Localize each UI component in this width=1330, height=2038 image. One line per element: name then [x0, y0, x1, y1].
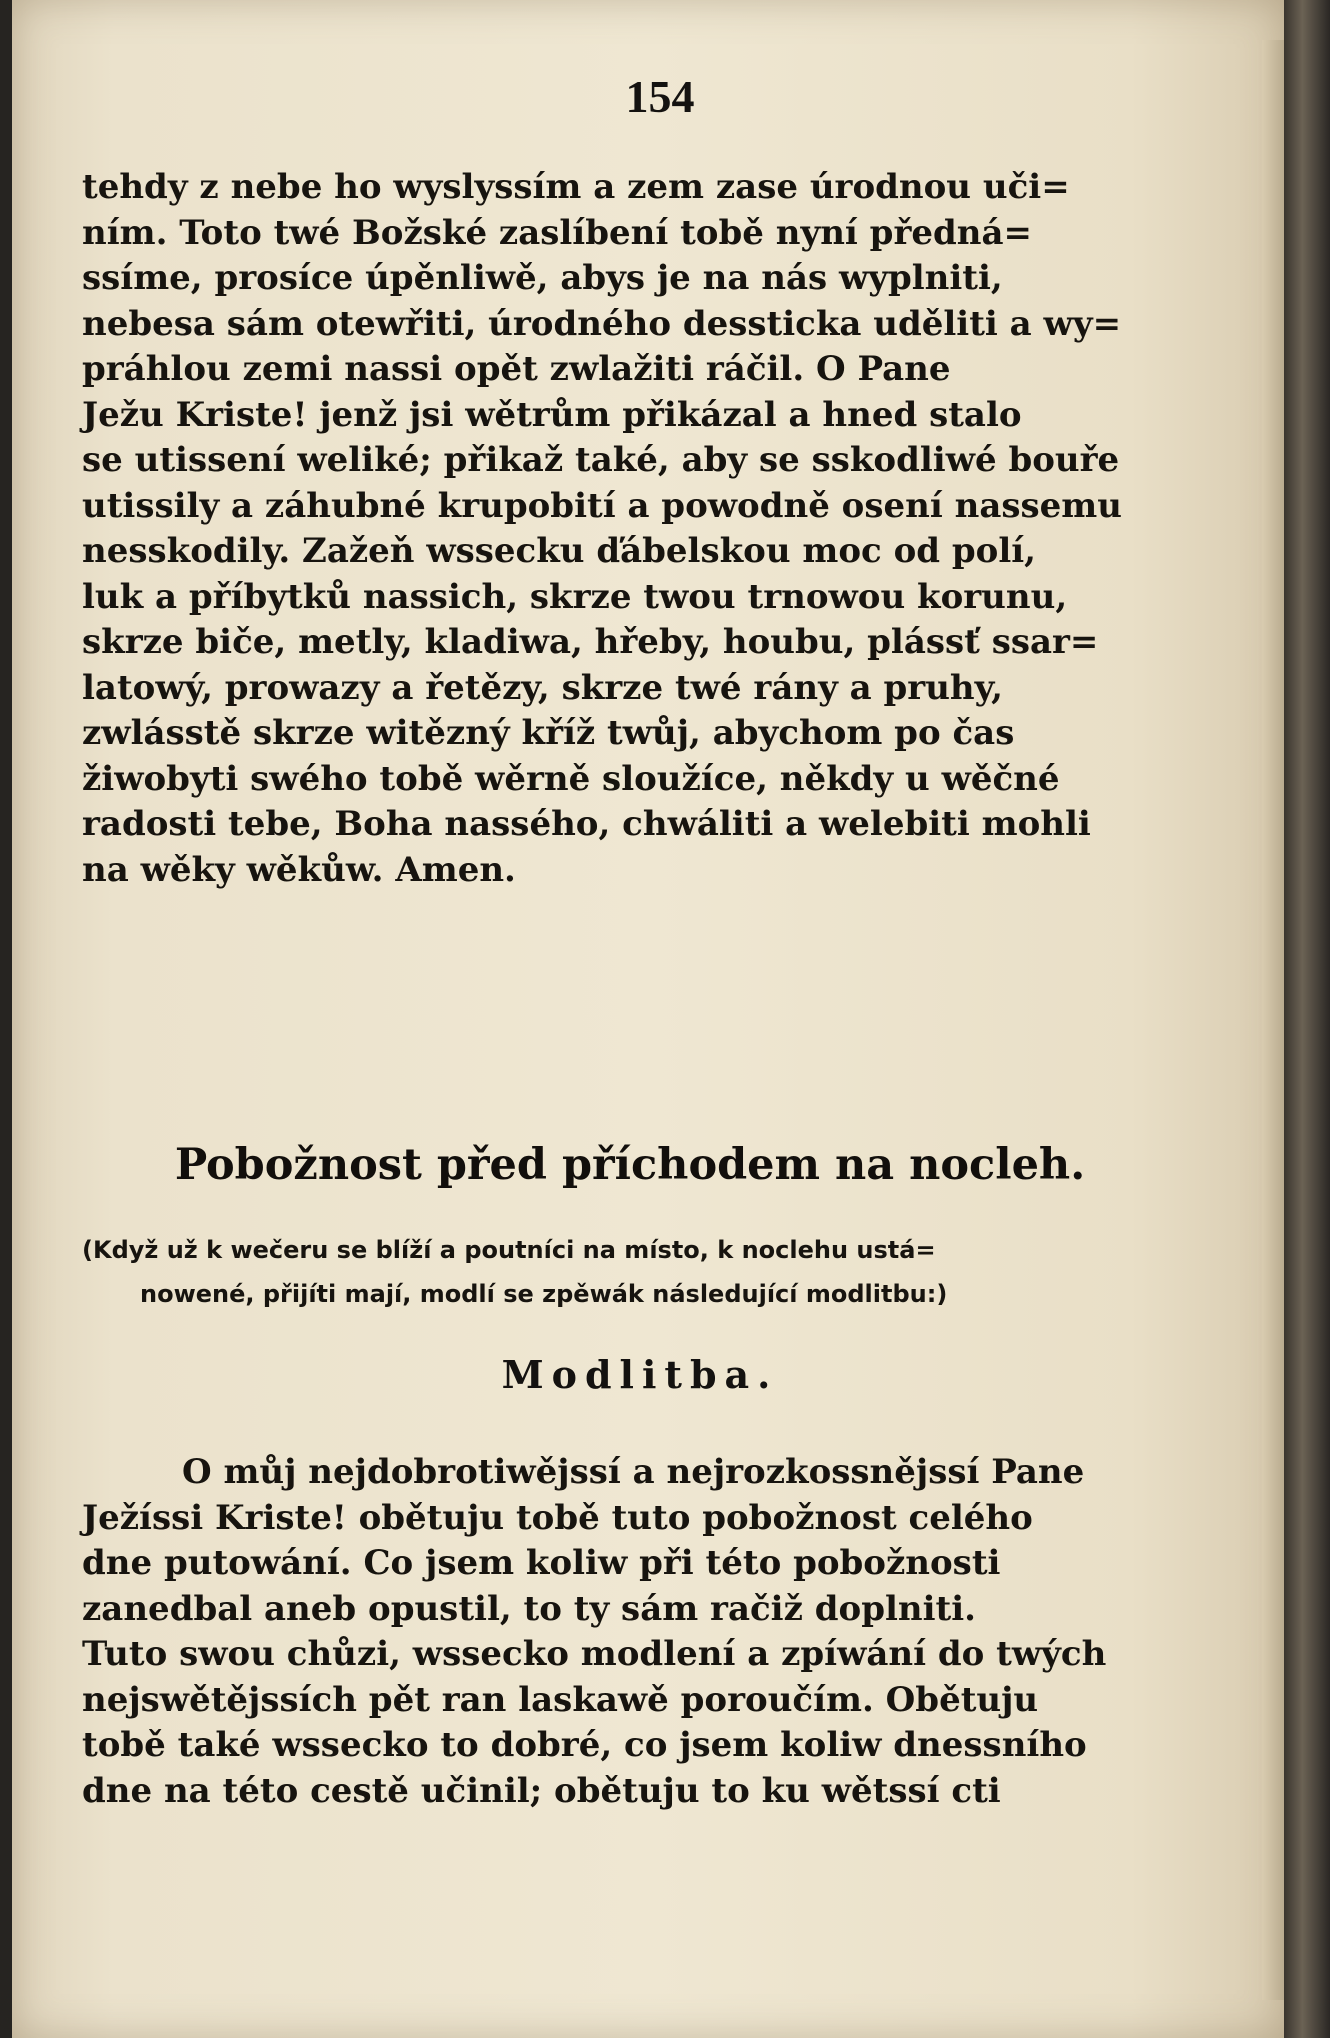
intro-line: nowené, přijíti mají, modlí se zpěwák následující modlitbu:) — [140, 1280, 948, 1308]
text-line: ssíme, prosíce úpěnliwě, abys je na nás wyplniti, — [82, 258, 1003, 298]
text-line: Ježu Kriste! jenž jsi wětrům přikázal a hned stalo — [82, 394, 1022, 435]
text-line: žiwobyti swého tobě wěrně sloužíce, někdy u wěčné — [82, 758, 1060, 799]
intro-note — [82, 1228, 1172, 1316]
page-number: 154 — [625, 71, 695, 122]
intro-line: (Když už k wečeru se blíží a poutníci na místo, k noclehu ustá= — [82, 1236, 936, 1264]
prayer-line: dne putowání. Co jsem koliw při této pobožnosti — [82, 1543, 1001, 1583]
prayer-line: Tuto swou chůzi, wssecko modlení a zpíwání do twých — [82, 1634, 1107, 1674]
book-binding-edge — [1284, 0, 1330, 2038]
page-edge — [1262, 40, 1284, 2000]
prayer-line: Ježíssi Kriste! obětuju tobě tuto pobožnost celého — [82, 1497, 1033, 1538]
prayer-line: tobě také wssecko to dobré, co jsem koliw dnessního — [82, 1725, 1087, 1765]
text-line: utissily a záhubné krupobití a powodně osení nassemu — [82, 485, 1122, 526]
text-line: radosti tebe, Boha nassého, chwáliti a welebiti mohli — [82, 804, 1091, 844]
text-line: latowý, prowazy a řetězy, skrze twé rány a pruhy, — [82, 667, 1003, 708]
text-line: nesskodily. Zažeň wssecku ďábelskou moc od polí, — [82, 531, 1037, 571]
text-line: nebesa sám otewřiti, úrodného dessticka uděliti a wy= — [82, 303, 1122, 344]
prayer-heading: Modlitba. — [501, 1352, 779, 1397]
text-line: tehdy z nebe ho wyslyssím a zem zase úrodnou uči= — [82, 167, 1070, 207]
text-line: luk a příbytků nassich, skrze twou trnowou korunu, — [82, 576, 1068, 617]
prayer-paragraph — [82, 1450, 1172, 1814]
prayer-line: nejswětějssích pět ran laskawě poroučím. Obětuju — [82, 1679, 1039, 1720]
text-line: zwlásstě skrze witězný kříž twůj, abychom po čas — [82, 713, 1015, 753]
text-line: práhlou zemi nassi opět zwlažiti ráčil. O Pane — [82, 349, 951, 389]
text-line: na wěky wěkůw. Amen. — [82, 849, 516, 890]
text-line: ním. Toto twé Božské zaslíbení tobě nyní předná= — [82, 212, 1033, 253]
text-line: skrze biče, metly, kladiwa, hřeby, houbu, plássť ssar= — [82, 622, 1099, 662]
prayer-line: zanedbal aneb opustil, to ty sám račiž doplniti. — [82, 1588, 976, 1629]
body-paragraph — [82, 165, 1172, 893]
section-title: Pobožnost před příchodem na nocleh. — [174, 1140, 1086, 1190]
text-line: se utissení weliké; přikaž také, aby se sskodliwé bouře — [82, 440, 1120, 480]
prayer-line: O můj nejdobrotiwějssí a nejrozkossnějssí Pane — [182, 1452, 1085, 1492]
prayer-line: dne na této cestě učinil; obětuju to ku wětssí cti — [82, 1770, 1001, 1811]
